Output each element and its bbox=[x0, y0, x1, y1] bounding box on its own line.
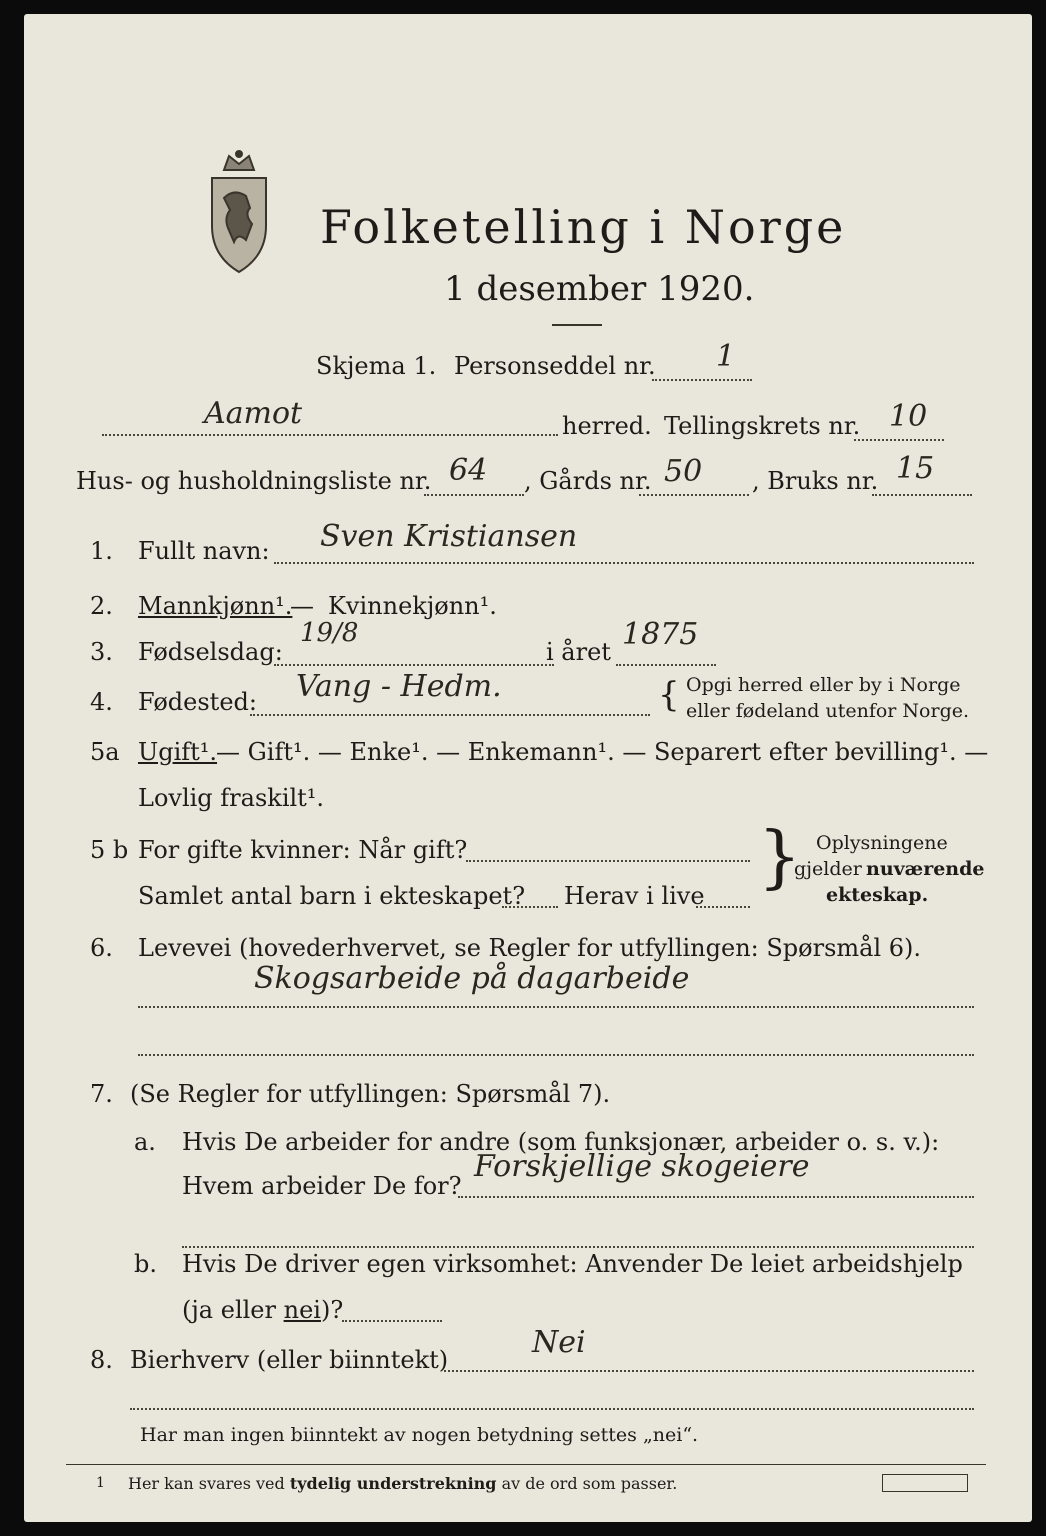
footnote-number: 1 bbox=[96, 1475, 105, 1491]
form-title: Folketelling i Norge bbox=[320, 200, 847, 254]
q1-number: 1. bbox=[90, 537, 113, 565]
q7b-number: b. bbox=[134, 1250, 157, 1278]
q8-line bbox=[444, 1370, 974, 1372]
q5b-line-3 bbox=[696, 906, 750, 908]
q7a-number: a. bbox=[134, 1128, 156, 1156]
gender-male: Mannkjønn¹. bbox=[138, 592, 293, 620]
coat-of-arms-icon bbox=[194, 148, 284, 278]
side-income-value: Nei bbox=[532, 1325, 586, 1360]
occupation-value: Skogsarbeide på dagarbeide bbox=[254, 961, 690, 996]
q6-label: Levevei (hovederhvervet, se Regler for utfyllingen: Spørsmål 6). bbox=[138, 934, 922, 962]
q5b-line-1 bbox=[466, 860, 750, 862]
q5a-number: 5a bbox=[90, 738, 120, 766]
status-unmarried: Ugift¹. bbox=[138, 738, 218, 766]
q7a-question: Hvem arbeider De for? bbox=[182, 1172, 462, 1200]
q5b-note-2: gjelder bbox=[794, 858, 862, 880]
q7b-q-part2: )? bbox=[320, 1296, 344, 1324]
skjema-label: Skjema 1. bbox=[316, 352, 437, 380]
q4-label: Fødested: bbox=[138, 688, 257, 716]
husliste-value: 64 bbox=[449, 453, 488, 488]
bruks-line bbox=[872, 494, 972, 496]
q1-line bbox=[274, 562, 974, 564]
tellingskrets-value: 10 bbox=[889, 399, 928, 434]
footer-note: Har man ingen biinntekt av nogen betydning settes „nei“. bbox=[140, 1424, 699, 1446]
q5b-label-married: For gifte kvinner: Når gift? bbox=[138, 836, 468, 864]
printer-stamp bbox=[882, 1474, 968, 1492]
title-divider bbox=[552, 324, 602, 326]
bruks-value: 15 bbox=[896, 451, 935, 486]
footnote-divider bbox=[66, 1464, 986, 1465]
q8-label: Bierhverv (eller biinntekt) bbox=[130, 1346, 449, 1374]
personseddel-value: 1 bbox=[716, 339, 736, 374]
q4-brace: { bbox=[658, 675, 680, 715]
q8-number: 8. bbox=[90, 1346, 113, 1374]
birthplace-value: Vang - Hedm. bbox=[296, 669, 502, 704]
personseddel-line bbox=[652, 379, 752, 381]
employer-value: Forskjellige skogeiere bbox=[474, 1149, 810, 1184]
husliste-label: Hus- og husholdningsliste nr. bbox=[76, 467, 432, 495]
marital-options: — Gift¹. — Enke¹. — Enkemann¹. — Separert efter bevilling¹. — bbox=[216, 738, 989, 766]
birth-year-value: 1875 bbox=[622, 617, 699, 652]
q8-line-2 bbox=[130, 1408, 974, 1410]
q5b-label-alive: Herav i live bbox=[564, 882, 705, 910]
herred-line bbox=[102, 434, 558, 436]
census-form-page bbox=[24, 14, 1032, 1522]
q2-number: 2. bbox=[90, 592, 113, 620]
bruks-label: , Bruks nr. bbox=[752, 467, 879, 495]
q4-note-2: eller fødeland utenfor Norge. bbox=[686, 700, 970, 722]
tellingskrets-line bbox=[854, 439, 944, 441]
q3-label: Fødselsdag: bbox=[138, 638, 283, 666]
q3-year-label: i året bbox=[546, 638, 611, 666]
status-divorced: Lovlig fraskilt¹. bbox=[138, 784, 325, 812]
gards-label: , Gårds nr. bbox=[524, 467, 652, 495]
q6-number: 6. bbox=[90, 934, 113, 962]
birth-date-value: 19/8 bbox=[300, 618, 359, 648]
q5b-line-2 bbox=[502, 906, 558, 908]
q7a-label: Hvis De arbeider for andre (som funksjonær, arbeider o. s. v.): bbox=[182, 1128, 940, 1156]
q7b-label: Hvis De driver egen virksomhet: Anvender De leiet arbeidshjelp bbox=[182, 1250, 963, 1278]
gards-value: 50 bbox=[664, 454, 703, 489]
q5b-note-1: Oplysningene bbox=[816, 832, 948, 854]
footnote-text bbox=[128, 1476, 677, 1492]
herred-label: herred. bbox=[562, 412, 652, 440]
q7a-line bbox=[458, 1196, 974, 1198]
q6-line-1 bbox=[138, 1006, 974, 1008]
q4-number: 4. bbox=[90, 688, 113, 716]
q3-year-line bbox=[616, 664, 716, 666]
q7b-line bbox=[342, 1320, 442, 1322]
footnote-text-1: Her kan svares ved bbox=[128, 1474, 290, 1493]
gender-sep: — bbox=[290, 592, 314, 620]
q7b-question bbox=[182, 1298, 343, 1322]
personseddel-label: Personseddel nr. bbox=[454, 352, 656, 380]
gards-line bbox=[639, 494, 749, 496]
full-name-value: Sven Kristiansen bbox=[320, 519, 578, 554]
q6-line-2 bbox=[138, 1054, 974, 1056]
q7-number: 7. bbox=[90, 1080, 113, 1108]
q5b-number: 5 b bbox=[90, 836, 129, 864]
q4-note-1: Opgi herred eller by i Norge bbox=[686, 674, 961, 696]
footnote-text-2: av de ord som passer. bbox=[496, 1474, 678, 1493]
q5b-label-children: Samlet antal barn i ekteskapet? bbox=[138, 882, 526, 910]
q4-line bbox=[250, 714, 650, 716]
q7b-no-underlined: nei bbox=[283, 1296, 321, 1324]
q7b-q-part1: (ja eller bbox=[182, 1296, 284, 1324]
q5b-note-3: ekteskap. bbox=[826, 884, 929, 906]
tellingskrets-label: Tellingskrets nr. bbox=[664, 412, 861, 440]
q7a-line-2 bbox=[182, 1246, 974, 1248]
husliste-line bbox=[424, 494, 524, 496]
q3-line bbox=[274, 664, 554, 666]
q3-number: 3. bbox=[90, 638, 113, 666]
q1-label: Fullt navn: bbox=[138, 537, 270, 565]
footnote-bold: tydelig understrekning bbox=[289, 1474, 497, 1493]
q5b-brace: } bbox=[758, 818, 802, 897]
herred-value: Aamot bbox=[204, 396, 303, 431]
q5b-note-2b: nuværende bbox=[866, 858, 985, 880]
census-date: 1 desember 1920. bbox=[444, 269, 755, 309]
q7-label: (Se Regler for utfyllingen: Spørsmål 7). bbox=[130, 1080, 611, 1108]
gender-female: Kvinnekjønn¹. bbox=[328, 592, 497, 620]
